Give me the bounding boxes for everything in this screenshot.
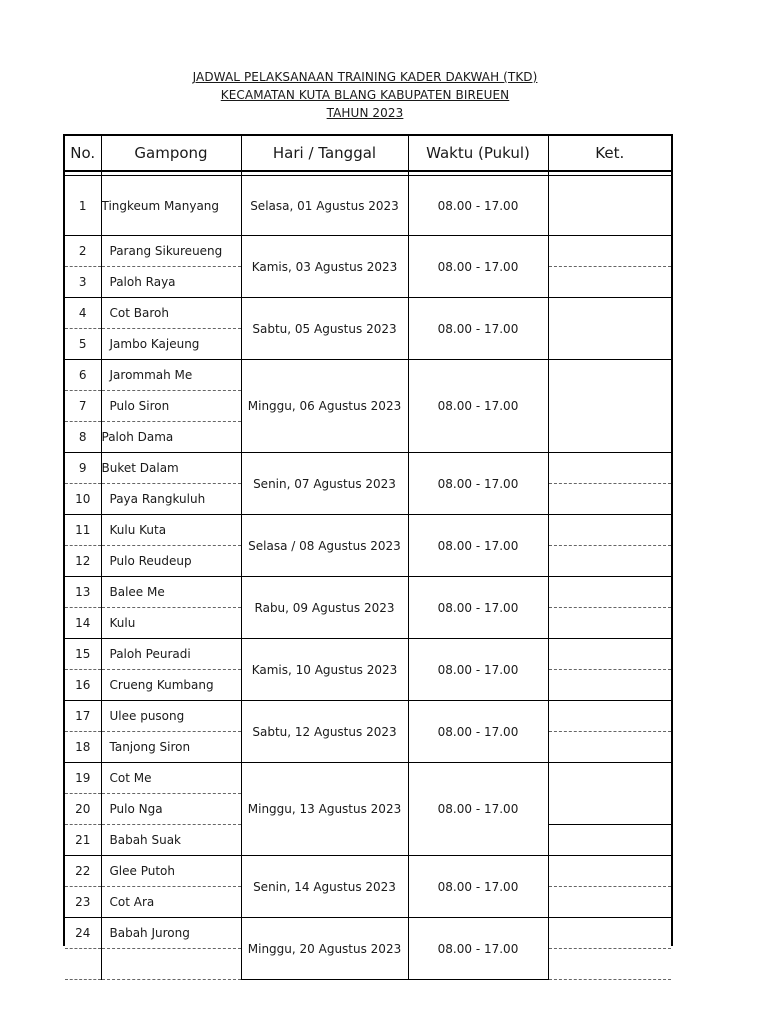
gampong-cell: Paloh Raya — [101, 267, 241, 298]
table-row — [65, 856, 671, 887]
time-cell: 08.00 - 17.00 — [408, 639, 548, 701]
row-number: 16 — [65, 670, 101, 701]
document-header — [0, 68, 730, 122]
ket-cell — [548, 670, 671, 701]
row-number: 2 — [65, 236, 101, 267]
gampong-cell: Pulo Nga — [101, 794, 241, 825]
ket-cell — [548, 701, 671, 732]
row-number: 5 — [65, 329, 101, 360]
row-number: 10 — [65, 484, 101, 515]
date-cell: Minggu, 13 Agustus 2023 — [241, 763, 408, 856]
gampong-cell: Crueng Kumbang — [101, 670, 241, 701]
row-number: 1 — [65, 176, 101, 236]
date-cell: Kamis, 03 Agustus 2023 — [241, 236, 408, 298]
ket-cell — [548, 515, 671, 546]
ket-cell — [548, 546, 671, 577]
row-number: 13 — [65, 577, 101, 608]
row-number: 11 — [65, 515, 101, 546]
table-row — [65, 577, 671, 608]
row-number: 6 — [65, 360, 101, 391]
row-number: 14 — [65, 608, 101, 639]
gampong-cell: Pulo Reudeup — [101, 546, 241, 577]
gampong-cell: Tanjong Siron — [101, 732, 241, 763]
row-number: 19 — [65, 763, 101, 794]
row-number: 22 — [65, 856, 101, 887]
time-cell: 08.00 - 17.00 — [408, 701, 548, 763]
table-row — [65, 453, 671, 484]
time-cell: 08.00 - 17.00 — [408, 856, 548, 918]
ket-cell — [548, 949, 671, 980]
date-cell: Kamis, 10 Agustus 2023 — [241, 639, 408, 701]
date-cell: Selasa, 01 Agustus 2023 — [241, 176, 408, 236]
row-number: 12 — [65, 546, 101, 577]
ket-cell — [548, 732, 671, 763]
row-number: 9 — [65, 453, 101, 484]
time-cell: 08.00 - 17.00 — [408, 918, 548, 980]
gampong-cell: Glee Putoh — [101, 856, 241, 887]
column-header-gampong: Gampong — [101, 136, 241, 171]
time-cell: 08.00 - 17.00 — [408, 360, 548, 453]
row-number: 7 — [65, 391, 101, 422]
ket-cell — [548, 825, 671, 856]
time-cell: 08.00 - 17.00 — [408, 453, 548, 515]
row-number: 15 — [65, 639, 101, 670]
gampong-cell: Parang Sikureueng — [101, 236, 241, 267]
table-row — [65, 298, 671, 329]
ket-cell — [548, 763, 671, 825]
gampong-cell: Cot Me — [101, 763, 241, 794]
gampong-cell: Paloh Dama — [101, 422, 241, 453]
row-number: 24 — [65, 918, 101, 949]
row-number: 4 — [65, 298, 101, 329]
table-row — [65, 639, 671, 670]
gampong-cell: Babah Suak — [101, 825, 241, 856]
gampong-cell: Buket Dalam — [101, 453, 241, 484]
table-row — [65, 918, 671, 949]
gampong-cell: Cot Ara — [101, 887, 241, 918]
table-row — [65, 515, 671, 546]
title-line-1: JADWAL PELAKSANAAN TRAINING KADER DAKWAH (TKD) — [192, 70, 538, 84]
time-cell: 08.00 - 17.00 — [408, 515, 548, 577]
table-row — [65, 763, 671, 794]
gampong-cell: Cot Baroh — [101, 298, 241, 329]
date-cell: Minggu, 20 Agustus 2023 — [241, 918, 408, 980]
table-row — [65, 701, 671, 732]
ket-cell — [548, 639, 671, 670]
schedule-table — [65, 136, 671, 980]
ket-cell — [548, 484, 671, 515]
date-cell: Sabtu, 05 Agustus 2023 — [241, 298, 408, 360]
column-header-ket: Ket. — [548, 136, 671, 171]
gampong-cell: Paloh Peuradi — [101, 639, 241, 670]
column-header-time: Waktu (Pukul) — [408, 136, 548, 171]
time-cell: 08.00 - 17.00 — [408, 236, 548, 298]
row-number: 8 — [65, 422, 101, 453]
ket-cell — [548, 267, 671, 298]
ket-cell — [548, 608, 671, 639]
gampong-cell: Paya Rangkuluh — [101, 484, 241, 515]
title-line-3: TAHUN 2023 — [326, 106, 404, 120]
row-number: 20 — [65, 794, 101, 825]
gampong-cell: Babah Jurong — [101, 918, 241, 949]
gampong-cell: Jarommah Me — [101, 360, 241, 391]
row-number: 21 — [65, 825, 101, 856]
column-header-no: No. — [65, 136, 101, 171]
ket-cell — [548, 887, 671, 918]
ket-cell — [548, 298, 671, 360]
date-cell: Senin, 07 Agustus 2023 — [241, 453, 408, 515]
row-number: 18 — [65, 732, 101, 763]
ket-cell — [548, 236, 671, 267]
time-cell: 08.00 - 17.00 — [408, 577, 548, 639]
gampong-cell: Pulo Siron — [101, 391, 241, 422]
time-cell: 08.00 - 17.00 — [408, 176, 548, 236]
table-row — [65, 236, 671, 267]
ket-cell — [548, 577, 671, 608]
gampong-cell — [101, 949, 241, 980]
table-row — [65, 176, 671, 236]
row-number — [65, 949, 101, 980]
gampong-cell: Balee Me — [101, 577, 241, 608]
gampong-cell: Kulu — [101, 608, 241, 639]
row-number: 23 — [65, 887, 101, 918]
schedule-table-container — [63, 134, 673, 956]
ket-cell — [548, 453, 671, 484]
date-cell: Senin, 14 Agustus 2023 — [241, 856, 408, 918]
date-cell: Sabtu, 12 Agustus 2023 — [241, 701, 408, 763]
date-cell: Minggu, 06 Agustus 2023 — [241, 360, 408, 453]
column-header-date: Hari / Tanggal — [241, 136, 408, 171]
ket-cell — [548, 856, 671, 887]
time-cell: 08.00 - 17.00 — [408, 298, 548, 360]
gampong-cell: Kulu Kuta — [101, 515, 241, 546]
ket-cell — [548, 918, 671, 949]
table-row — [65, 360, 671, 391]
table-header-row — [65, 136, 671, 171]
date-cell: Rabu, 09 Agustus 2023 — [241, 577, 408, 639]
gampong-cell: Tingkeum Manyang — [101, 176, 241, 236]
time-cell: 08.00 - 17.00 — [408, 763, 548, 856]
gampong-cell: Ulee pusong — [101, 701, 241, 732]
row-number: 17 — [65, 701, 101, 732]
ket-cell — [548, 360, 671, 453]
title-line-2: KECAMATAN KUTA BLANG KABUPATEN BIREUEN — [220, 88, 510, 102]
gampong-cell: Jambo Kajeung — [101, 329, 241, 360]
date-cell: Selasa / 08 Agustus 2023 — [241, 515, 408, 577]
row-number: 3 — [65, 267, 101, 298]
ket-cell — [548, 176, 671, 236]
